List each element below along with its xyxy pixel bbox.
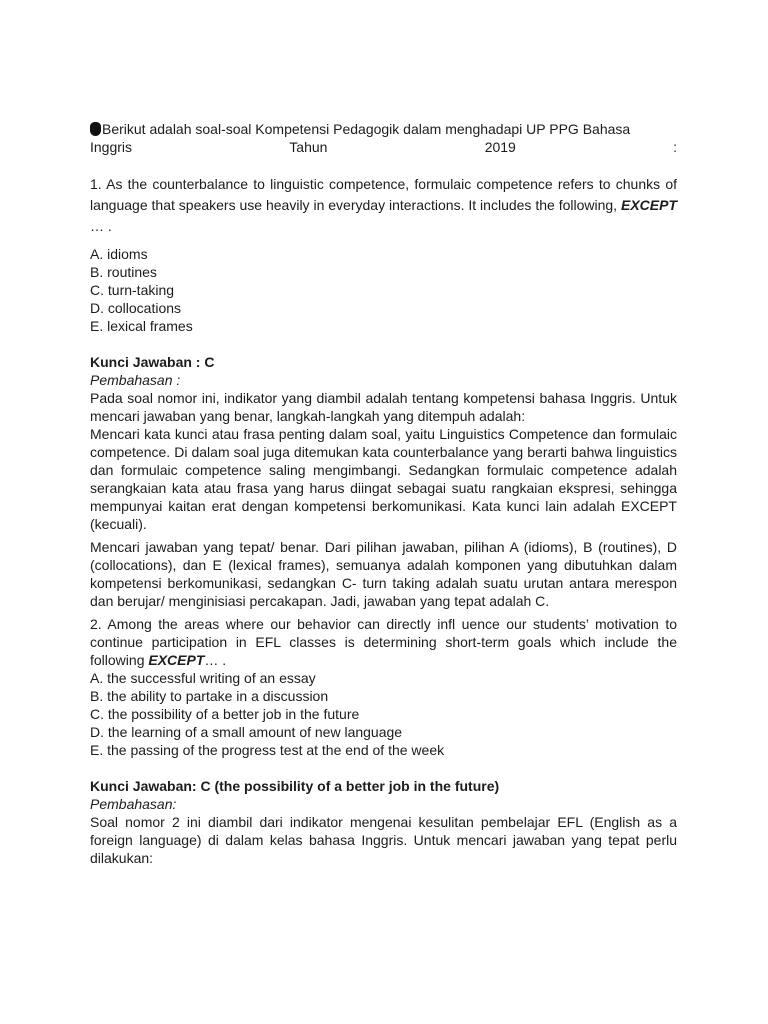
intro — [90, 120, 677, 156]
bullet-icon — [90, 122, 101, 136]
intro-line-2 — [90, 138, 677, 156]
option-d: D. collocations — [90, 300, 182, 316]
answer-key-1: Kunci Jawaban : C — [90, 354, 215, 370]
question-2-options — [90, 669, 677, 759]
question-1-except: EXCEPT — [621, 197, 678, 213]
intro-line-1 — [90, 120, 677, 138]
option-b: B. routines — [90, 264, 157, 280]
intro-text: Berikut adalah soal-soal Kompetensi Pedagogik dalam menghadapi UP PPG Bahasa — [102, 121, 631, 137]
question-2-except: EXCEPT — [148, 652, 205, 668]
intro-word-inggris: Inggris — [90, 139, 133, 155]
question-2-text: 2. Among the areas where our behavior can directly infl uence our students’ motivation to continue participation in EFL classes is determining short-term goals which include the following — [90, 616, 677, 668]
pembahasan-1-paragraph-2: Mencari kata kunci atau frasa penting dalam soal, yaitu Linguistics Competence dan formulaic competence. Di dalam soal juga ditemukan kata counterbalance yang berarti bahwa linguistics dan formulaic competence saling mengimbangi. Sedangkan formulaic competence adalah serangkaian kata atau frasa yang harus diingat sebagai suatu rangkaian ekspresi, sehingga mempunyai kaitan erat dengan kompetensi berkomunikasi. Kata kunci lain adalah EXCEPT (kecuali). — [90, 426, 677, 532]
option-a: A. the successful writing of an essay — [90, 670, 316, 686]
intro-colon: : — [673, 139, 677, 155]
question-2-ellipsis: … . — [204, 652, 227, 668]
option-c: C. turn-taking — [90, 282, 175, 298]
option-b: B. the ability to partake in a discussion — [90, 688, 329, 704]
answer-key-2: Kunci Jawaban: C (the possibility of a better job in the future) — [90, 778, 500, 794]
question-1-ellipsis: … . — [90, 218, 112, 234]
question-2 — [90, 615, 677, 669]
question-1-options — [90, 245, 677, 335]
pembahasan-2-paragraph-1: Soal nomor 2 ini diambil dari indikator mengenai kesulitan pembelajar EFL (English as a foreign language) di dalam kelas bahasa Inggris. Untuk mencari jawaban yang tepat perlu dilakukan: — [90, 814, 677, 866]
pembahasan-1-paragraph-1: Pada soal nomor ini, indikator yang diambil adalah tentang kompetensi bahasa Inggris. Untuk mencari jawaban yang benar, langkah-langkah yang ditempuh adalah: — [90, 390, 677, 424]
option-a: A. idioms — [90, 246, 148, 262]
pembahasan-label-1: Pembahasan : — [90, 372, 181, 388]
question-1-text: 1. As the counterbalance to linguistic competence, formulaic competence refers to chunks of language that speakers use heavily in everyday interactions. It includes the following, — [90, 176, 677, 213]
intro-word-year: 2019 — [484, 139, 516, 155]
option-e: E. the passing of the progress test at the end of the week — [90, 742, 445, 758]
question-1 — [90, 174, 677, 237]
option-d: D. the learning of a small amount of new language — [90, 724, 403, 740]
document-page — [90, 120, 677, 867]
pembahasan-label-2: Pembahasan: — [90, 796, 177, 812]
option-e: E. lexical frames — [90, 318, 193, 334]
intro-word-tahun: Tahun — [289, 139, 328, 155]
pembahasan-1-paragraph-3: Mencari jawaban yang tepat/ benar. Dari pilihan jawaban, pilihan A (idioms), B (routines), D (collocations), dan E (lexical frames), semuanya adalah komponen yang dibutuhkan dalam kompetensi berkomunikasi, sedangkan C- turn taking adalah suatu urutan antara merespon dan berujar/ menginisiasi percakapan. Jadi, jawaban yang tepat adalah C. — [90, 539, 677, 609]
option-c: C. the possibility of a better job in the future — [90, 706, 360, 722]
